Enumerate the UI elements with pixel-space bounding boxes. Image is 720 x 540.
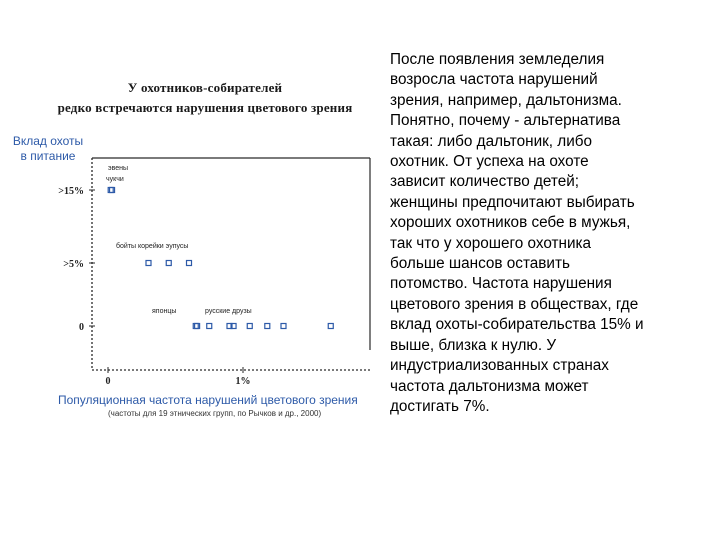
text-line: зависит количество детей; [390, 173, 580, 191]
data-point [193, 324, 198, 329]
y-tick-label: 0 [79, 322, 84, 333]
x-tick-label: 1% [235, 376, 251, 387]
text-line: такая: либо дальтоник, либо [390, 132, 593, 150]
text-line: так что у хорошего охотника [390, 234, 592, 252]
data-point [195, 324, 200, 329]
data-point [328, 324, 333, 329]
group-label: эвены [108, 165, 129, 172]
text-line: хороших охотников себе в мужья, [390, 214, 631, 232]
figure-title-line-2: редко встречаются нарушения цветового зрения [57, 100, 353, 115]
text-line: Понятно, почему - альтернатива [390, 112, 621, 130]
text-line: выше, близка к нулю. У [390, 336, 557, 354]
y-axis-caption-line-2: в питание [20, 149, 76, 163]
group-label: чукчи [106, 176, 124, 183]
data-point [187, 261, 192, 266]
text-line: зрения, например, дальтонизма. [390, 91, 622, 109]
x-tick-label: 0 [105, 376, 111, 387]
text-line: цветового зрения в обществах, где [390, 295, 639, 313]
text-line: потомство. Частота нарушения [390, 275, 612, 293]
text-line: индустриализованных странах [390, 357, 609, 375]
figure-title-line-1: У охотников-собирателей [127, 80, 283, 95]
data-point [146, 261, 151, 266]
data-point [166, 261, 171, 266]
x-axis-caption: Популяционная частота нарушений цветового зрения [58, 393, 358, 407]
data-point [281, 324, 286, 329]
data-point [108, 188, 113, 193]
x-axis-source-note: (частоты для 19 этнических групп, по Рычков и др., 2000) [108, 409, 322, 418]
group-label: бойты корейки эупусы [116, 243, 189, 250]
y-axis-caption-line-1: Вклад охоты [12, 134, 84, 148]
text-line: После появления земледелия [390, 51, 605, 68]
data-point [207, 324, 212, 329]
y-tick-label: >5% [63, 259, 84, 270]
text-line: охотник. От успеха на охоте [390, 153, 589, 171]
y-tick-label: >15% [58, 186, 84, 197]
text-line: возросла частота нарушений [390, 71, 598, 89]
group-label: японцы [152, 308, 177, 315]
text-line: частота дальтонизма может [390, 377, 589, 395]
data-point [247, 324, 252, 329]
group-label: русские друзы [205, 308, 252, 315]
data-point [110, 188, 115, 193]
text-line: больше шансов оставить [390, 255, 570, 273]
data-point [265, 324, 270, 329]
explanation-text [390, 50, 715, 417]
text-line: женщины предпочитают выбирать [390, 193, 635, 211]
text-line: вклад охоты-собирательства 15% и [390, 316, 644, 334]
text-line: достигать 7%. [390, 397, 490, 415]
